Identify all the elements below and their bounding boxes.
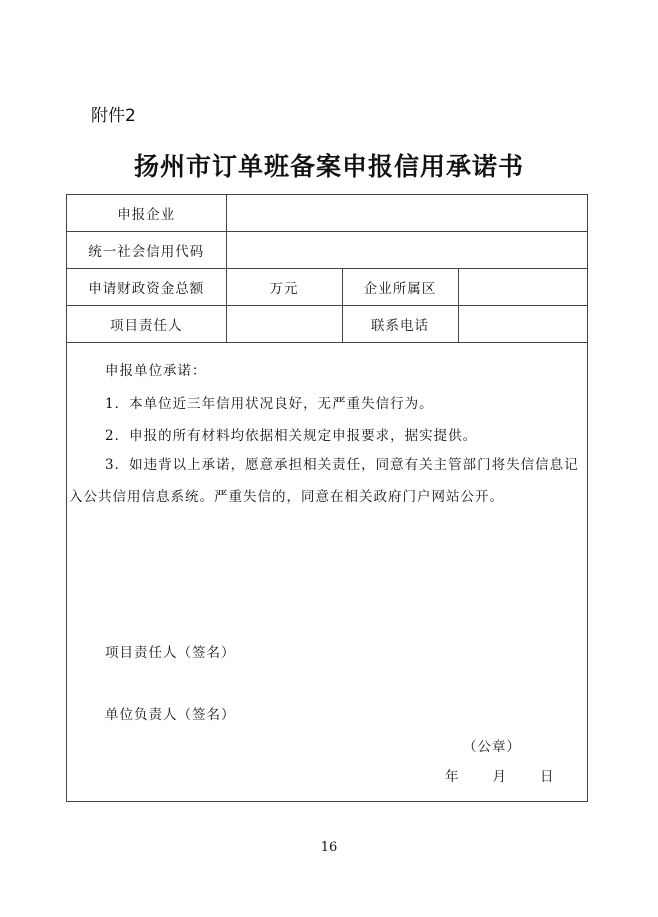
table-row bbox=[67, 306, 587, 343]
pledge-item: 3．如违背以上承诺，愿意承担相关责任，同意有关主管部门将失信信息记入公共信用信息系统。严重失信的，同意在相关政府门户网站公开。 bbox=[69, 457, 579, 505]
phone-field[interactable] bbox=[458, 306, 587, 343]
pledge-item: 2．申报的所有材料均依据相关规定申报要求，据实提供。 bbox=[105, 428, 478, 444]
phone-label: 联系电话 bbox=[342, 306, 458, 343]
official-seal-label: （公章） bbox=[463, 739, 521, 755]
info-table bbox=[67, 195, 587, 343]
project-lead-field[interactable] bbox=[226, 306, 342, 343]
unit-lead-signature[interactable]: 单位负责人（签名） bbox=[105, 707, 236, 723]
commitment-form bbox=[66, 194, 588, 802]
month-label: 月 bbox=[492, 769, 506, 785]
district-label: 企业所属区 bbox=[342, 269, 458, 306]
attachment-label: 附件2 bbox=[91, 106, 136, 126]
fund-total-field[interactable]: 万元 bbox=[226, 269, 342, 306]
credit-code-label: 统一社会信用代码 bbox=[67, 232, 226, 269]
fund-total-label: 申请财政资金总额 bbox=[67, 269, 226, 306]
credit-code-field[interactable] bbox=[226, 232, 587, 269]
table-row bbox=[67, 269, 587, 306]
applicant-label: 申报企业 bbox=[67, 195, 226, 232]
pledge-heading: 申报单位承诺： bbox=[105, 363, 207, 379]
pledge-item: 1．本单位近三年信用状况良好，无严重失信行为。 bbox=[105, 396, 434, 412]
district-field[interactable] bbox=[458, 269, 587, 306]
year-label: 年 bbox=[445, 769, 459, 785]
project-lead-label: 项目责任人 bbox=[67, 306, 226, 343]
table-row bbox=[67, 232, 587, 269]
applicant-field[interactable] bbox=[226, 195, 587, 232]
date-line bbox=[445, 765, 554, 785]
document-title: 扬州市订单班备案申报信用承诺书 bbox=[133, 152, 524, 181]
project-lead-signature[interactable]: 项目责任人（签名） bbox=[105, 645, 236, 661]
table-row bbox=[67, 195, 587, 232]
page-number: 16 bbox=[320, 840, 338, 855]
day-label: 日 bbox=[540, 769, 554, 785]
